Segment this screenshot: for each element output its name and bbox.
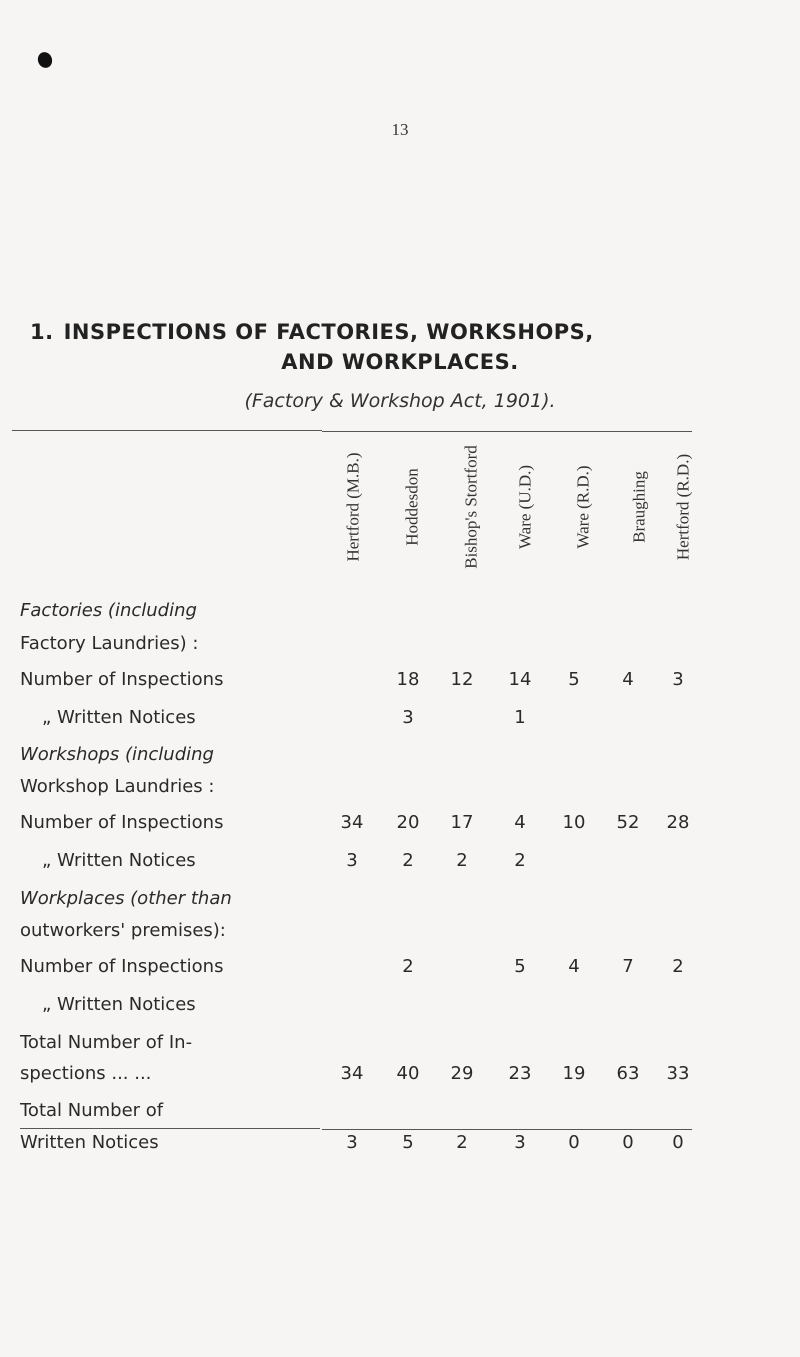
table-cell: 12 <box>450 669 474 690</box>
table-bottom-rule-right <box>322 1129 692 1130</box>
table-cell: 3 <box>346 1132 358 1153</box>
table-cell: 3 <box>402 707 414 728</box>
table-cell: 2 <box>456 850 468 871</box>
table-cell: 0 <box>568 1132 580 1153</box>
row-label: Workshops (including <box>20 744 214 765</box>
title-line-2: AND WORKPLACES. <box>281 350 519 374</box>
row-label: outworkers' premises): <box>20 920 226 941</box>
table-cell: 23 <box>508 1063 532 1084</box>
row-label: Total Number of In- <box>20 1032 193 1053</box>
table-cell: 34 <box>340 812 364 833</box>
table-cell: 3 <box>514 1132 526 1153</box>
table-cell: 4 <box>514 812 526 833</box>
column-header: Bishop's Stortford <box>461 445 481 569</box>
table-cell: 19 <box>562 1063 586 1084</box>
table-cell: 33 <box>666 1063 690 1084</box>
table-cell: 40 <box>396 1063 420 1084</box>
row-label: Number of Inspections <box>20 669 224 690</box>
table-cell: 2 <box>672 956 684 977</box>
table-cell: 7 <box>622 956 634 977</box>
column-header: Ware (R.D.) <box>573 465 593 549</box>
table-cell: 20 <box>396 812 420 833</box>
table-top-rule-left <box>12 430 322 431</box>
column-header: Braughing <box>629 471 649 543</box>
table-cell: 3 <box>346 850 358 871</box>
table-cell: 2 <box>402 956 414 977</box>
section-number: 1. <box>30 320 54 344</box>
row-label: spections ... ... <box>20 1063 152 1084</box>
table-cell: 4 <box>622 669 634 690</box>
column-header: Hertford (R.D.) <box>673 453 693 561</box>
table-cell: 52 <box>616 812 640 833</box>
row-label: Workplaces (other than <box>20 888 232 909</box>
section-title <box>30 320 770 344</box>
table-cell: 1 <box>514 707 526 728</box>
table-cell: 34 <box>340 1063 364 1084</box>
page-number: 13 <box>391 120 409 139</box>
row-label: Number of Inspections <box>20 812 224 833</box>
row-label: Total Number of <box>20 1100 164 1121</box>
table-cell: 17 <box>450 812 474 833</box>
table-cell: 2 <box>514 850 526 871</box>
row-label: „ Written Notices <box>42 707 196 728</box>
row-label: Workshop Laundries : <box>20 776 215 797</box>
row-label: Written Notices <box>20 1132 159 1153</box>
table-cell: 18 <box>396 669 420 690</box>
row-label: Factory Laundries) : <box>20 633 199 654</box>
table-bottom-rule-left <box>20 1128 320 1129</box>
title-line-1: INSPECTIONS OF FACTORIES, WORKSHOPS, <box>63 320 594 344</box>
table-cell: 0 <box>622 1132 634 1153</box>
column-header: Ware (U.D.) <box>515 464 535 550</box>
table-cell: 2 <box>456 1132 468 1153</box>
column-header: Hertford (M.B.) <box>343 452 363 562</box>
table-cell: 5 <box>514 956 526 977</box>
table-cell: 0 <box>672 1132 684 1153</box>
table-cell: 2 <box>402 850 414 871</box>
table-cell: 4 <box>568 956 580 977</box>
act-subtitle: (Factory & Workshop Act, 1901). <box>244 390 556 412</box>
table-cell: 10 <box>562 812 586 833</box>
table-cell: 14 <box>508 669 532 690</box>
table-cell: 3 <box>672 669 684 690</box>
ink-blot <box>36 50 55 70</box>
row-label: „ Written Notices <box>42 994 196 1015</box>
row-label: Factories (including <box>20 600 197 621</box>
table-cell: 63 <box>616 1063 640 1084</box>
table-cell: 5 <box>568 669 580 690</box>
row-label: Number of Inspections <box>20 956 224 977</box>
table-cell: 28 <box>666 812 690 833</box>
column-header: Hoddesdon <box>402 468 422 546</box>
row-label: „ Written Notices <box>42 850 196 871</box>
table-cell: 29 <box>450 1063 474 1084</box>
table-cell: 5 <box>402 1132 414 1153</box>
